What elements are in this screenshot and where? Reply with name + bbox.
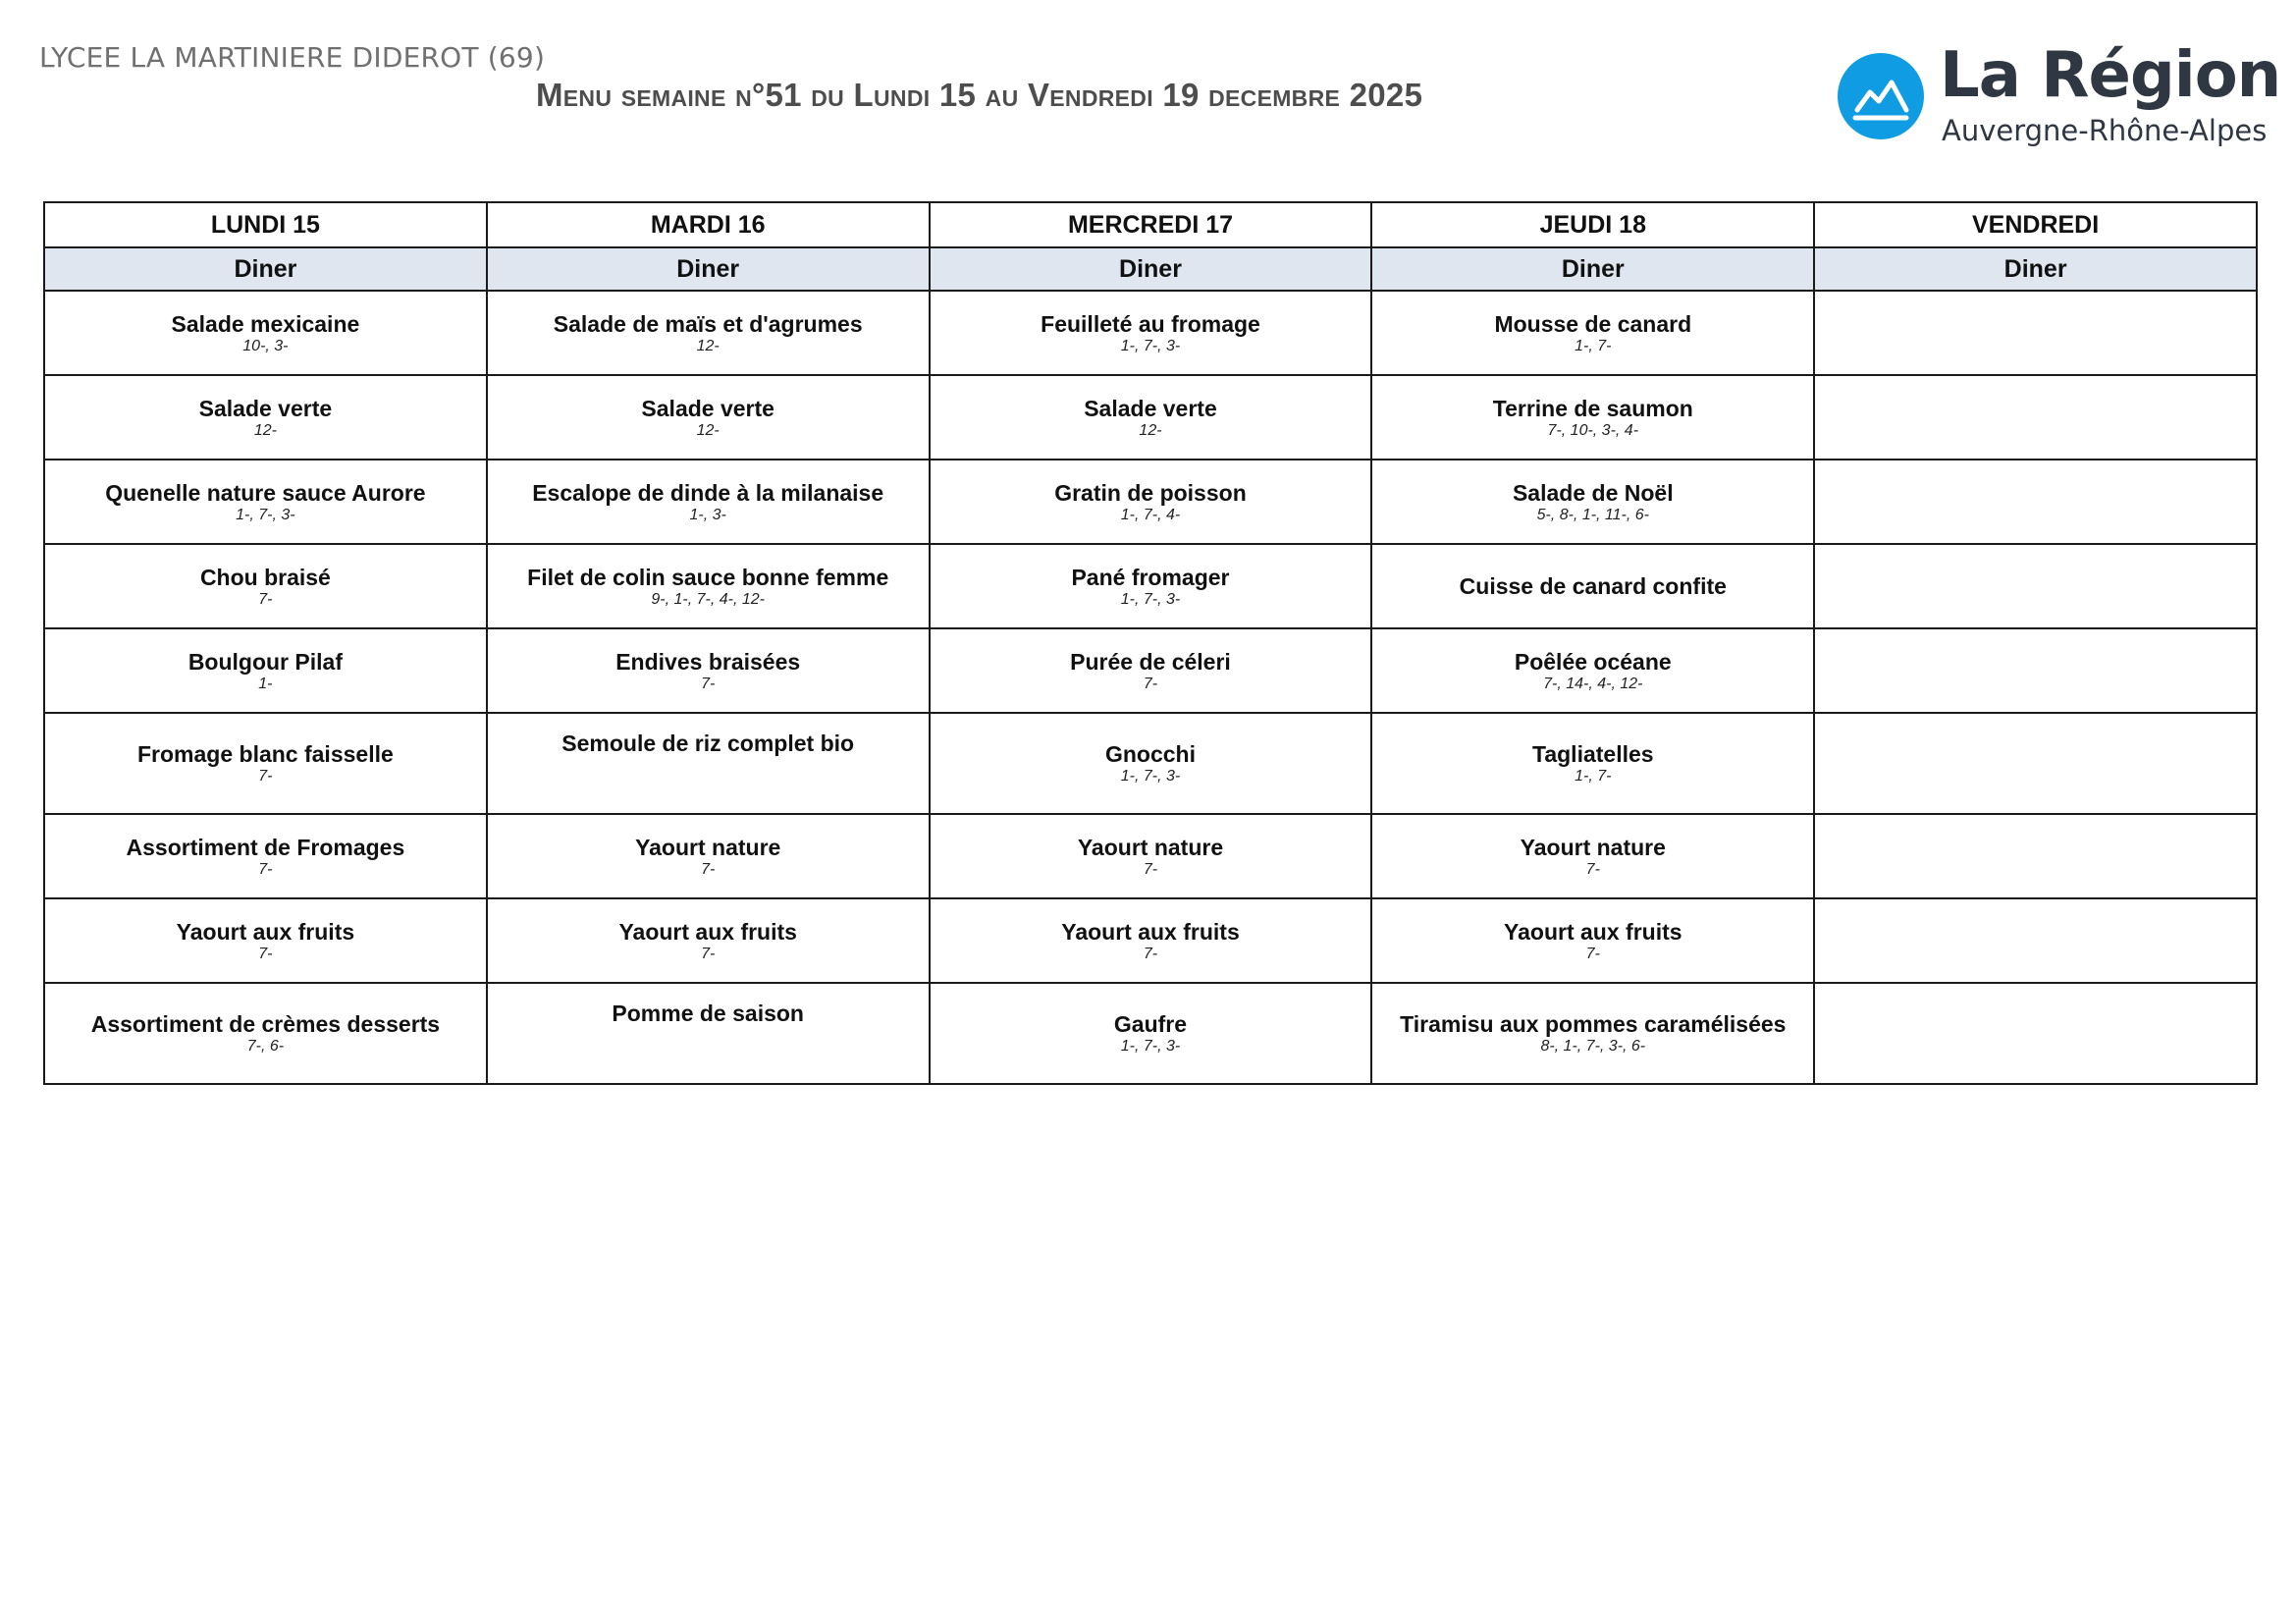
dish-name: Terrine de saumon [1492,395,1693,421]
allergen-codes: 12- [696,421,720,439]
dish-name: Gratin de poisson [1054,479,1247,506]
allergen-codes: 10-, 3- [242,337,289,354]
allergen-codes: 8-, 1-, 7-, 3-, 6- [1540,1038,1646,1055]
menu-cell [1814,460,2257,544]
allergen-codes: 7- [1585,860,1600,878]
dish-name: Yaourt aux fruits [618,918,797,945]
menu-cell [1814,898,2257,983]
dish-name: Salade verte [641,395,774,421]
meal-header-row [44,247,2257,291]
menu-cell [1371,628,1814,713]
menu-cell [44,983,487,1084]
allergen-codes: 7- [1143,945,1158,962]
table-row [44,713,2257,814]
menu-cell [1814,628,2257,713]
allergen-codes: 5-, 8-, 1-, 11-, 6- [1536,506,1649,523]
allergen-codes: 7- [701,675,716,692]
menu-cell [930,814,1372,898]
menu-cell [44,460,487,544]
dish-name: Escalope de dinde à la milanaise [532,479,884,506]
menu-cell [1814,544,2257,628]
allergen-codes: 7- [701,945,716,962]
menu-cell [930,628,1372,713]
allergen-codes: 12- [696,337,720,354]
dish-name: Yaourt aux fruits [1504,918,1682,945]
menu-cell [930,375,1372,460]
meal-header: Diner [487,247,930,291]
menu-cell [487,544,930,628]
dish-name: Salade mexicaine [171,310,360,337]
menu-cell [487,983,930,1084]
allergen-codes: 7-, 6- [246,1038,285,1055]
dish-name: Poêlée océane [1514,648,1672,675]
menu-cell [487,460,930,544]
dish-name: Quenelle nature sauce Aurore [105,479,426,506]
dish-name: Semoule de riz complet bio [561,731,855,756]
dish-name: Assortiment de crèmes desserts [90,1011,441,1037]
dish-name: Yaourt nature [1520,834,1666,860]
allergen-codes: 12- [1139,421,1162,439]
menu-cell [487,814,930,898]
day-header: VENDREDI [1814,202,2257,247]
dish-name: Pomme de saison [612,1001,804,1026]
menu-cell [930,898,1372,983]
menu-cell [930,460,1372,544]
dish-name: Endives braisées [615,648,801,675]
menu-cell [1814,291,2257,375]
allergen-codes: 1-, 7-, 3- [1120,768,1181,785]
menu-cell [44,898,487,983]
table-row [44,814,2257,898]
allergen-codes: 1-, 7-, 3- [236,506,295,523]
menu-cell [930,983,1372,1084]
meal-header: Diner [1371,247,1814,291]
allergen-codes: 7- [258,945,273,962]
allergen-codes: 1-, 7-, 3- [1120,337,1181,354]
logo-subtitle: Auvergne-Rhône-Alpes [1942,114,2268,147]
table-row [44,898,2257,983]
allergen-codes: 12- [253,421,277,439]
menu-cell [1371,713,1814,814]
day-header: MARDI 16 [487,202,930,247]
table-row [44,375,2257,460]
allergen-codes: 1-, 7- [1575,337,1612,354]
day-header: JEUDI 18 [1371,202,1814,247]
dish-name: Gnocchi [1104,741,1196,767]
dish-name: Fromage blanc faisselle [137,741,394,767]
dish-name: Filet de colin sauce bonne femme [527,564,889,590]
menu-cell [44,291,487,375]
menu-cell [487,291,930,375]
dish-name: Purée de céleri [1070,648,1231,675]
menu-cell [44,628,487,713]
table-row [44,628,2257,713]
menu-cell [487,375,930,460]
dish-name: Chou braisé [199,564,331,590]
menu-cell [1371,460,1814,544]
menu-table [43,201,2258,1085]
day-header: LUNDI 15 [44,202,487,247]
allergen-codes: 7- [1585,945,1600,962]
menu-cell [1371,898,1814,983]
menu-cell [1814,814,2257,898]
table-row [44,544,2257,628]
allergen-codes: 1- [258,675,273,692]
dish-name: Assortiment de Fromages [126,834,405,860]
meal-header: Diner [1814,247,2257,291]
dish-name: Gaufre [1113,1011,1188,1037]
dish-name: Salade verte [198,395,333,421]
dish-name: Salade de maïs et d'agrumes [553,310,863,337]
allergen-codes: 7- [1143,860,1158,878]
allergen-codes: 7- [258,590,273,608]
menu-cell [487,713,930,814]
allergen-codes: 1-, 3- [689,506,726,523]
dish-name: Salade verte [1084,395,1217,421]
school-name: LYCEE LA MARTINIERE DIDEROT (69) [39,41,546,74]
allergen-codes: 7- [258,768,273,785]
table-row [44,460,2257,544]
dish-name: Yaourt aux fruits [1061,918,1240,945]
dish-name: Yaourt nature [635,834,781,860]
menu-cell [1371,814,1814,898]
menu-cell [930,544,1372,628]
menu-cell [487,628,930,713]
meal-header: Diner [44,247,487,291]
menu-cell [44,375,487,460]
menu-cell [487,898,930,983]
allergen-codes: 7- [701,860,716,878]
dish-name: Mousse de canard [1494,310,1692,337]
dish-name: Tagliatelles [1532,741,1654,767]
region-logo [1838,39,2281,153]
allergen-codes: 7- [258,860,273,878]
menu-body [44,291,2257,1084]
day-header-row [44,202,2257,247]
dish-name: Yaourt aux fruits [176,918,355,945]
menu-cell [1814,375,2257,460]
menu-cell [1814,983,2257,1084]
menu-cell [930,291,1372,375]
menu-cell [44,544,487,628]
menu-cell [1371,544,1814,628]
dish-name: Yaourt nature [1077,834,1224,860]
menu-cell [44,713,487,814]
dish-name: Cuisse de canard confite [1459,572,1727,599]
allergen-codes: 1-, 7- [1575,768,1612,785]
mountain-logo-icon [1838,53,1924,139]
menu-cell [1371,983,1814,1084]
dish-name: Salade de Noël [1512,479,1674,506]
allergen-codes: 7- [1143,675,1158,692]
allergen-codes: 7-, 10-, 3-, 4- [1547,421,1639,439]
menu-cell [1814,713,2257,814]
table-row [44,983,2257,1084]
menu-cell [1371,375,1814,460]
dish-name: Tiramisu aux pommes caramélisées [1400,1011,1787,1037]
allergen-codes: 1-, 7-, 4- [1120,506,1181,523]
page-title: Menu semaine n°51 du Lundi 15 au Vendredi 19 decembre 2025 [536,77,1423,113]
allergen-codes: 7-, 14-, 4-, 12- [1543,675,1643,692]
menu-cell [1371,291,1814,375]
meal-header: Diner [930,247,1372,291]
allergen-codes: 1-, 7-, 3- [1120,590,1181,608]
menu-cell [930,713,1372,814]
dish-name: Boulgour Pilaf [187,648,343,675]
day-header: MERCREDI 17 [930,202,1372,247]
allergen-codes: 9-, 1-, 7-, 4-, 12- [651,590,765,608]
logo-name: La Région [1940,39,2281,112]
table-row [44,291,2257,375]
menu-cell [44,814,487,898]
allergen-codes: 1-, 7-, 3- [1120,1038,1181,1055]
dish-name: Feuilleté au fromage [1041,310,1260,337]
dish-name: Pané fromager [1071,564,1230,590]
